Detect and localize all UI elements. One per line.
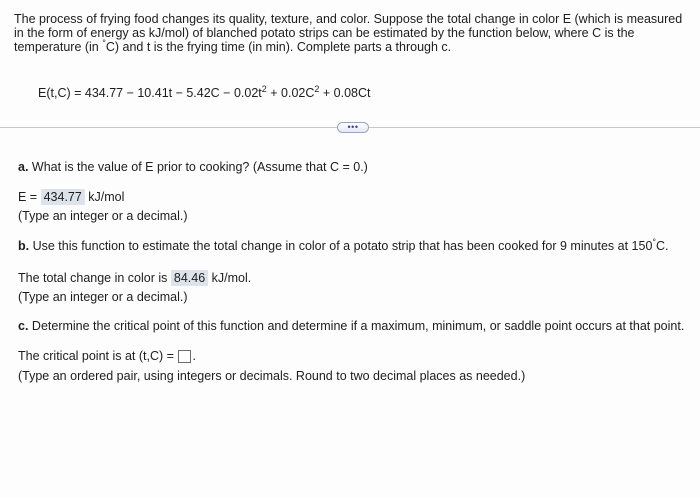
part-b-question-text: Use this function to estimate the total change in color of a potato strip that has been cooked for 9 minutes at 150 bbox=[29, 239, 653, 253]
part-a-hint: (Type an integer or a decimal.) bbox=[18, 209, 188, 223]
part-b-answer-prefix: The total change in color is bbox=[18, 271, 171, 285]
intro-line-3 bbox=[14, 40, 694, 54]
part-b-degree-symbol: ° bbox=[652, 237, 657, 247]
intro-line-3-start: temperature (in bbox=[14, 40, 103, 54]
part-b-answer-value[interactable]: 84.46 bbox=[171, 270, 208, 286]
part-c-label: c. bbox=[18, 319, 29, 333]
intro-line-2: in the form of energy as kJ/mol) of blanched potato strips can be estimated by the function below, where C is the bbox=[14, 26, 635, 40]
degree-symbol: ° bbox=[102, 38, 106, 48]
part-b-answer bbox=[18, 270, 251, 286]
part-a-question bbox=[18, 160, 368, 174]
intro-line-3-end: C) and t is the frying time (in min). Complete parts a through c. bbox=[105, 40, 452, 54]
critical-point-input[interactable] bbox=[178, 350, 191, 363]
problem-intro bbox=[14, 12, 694, 54]
equation-exponent-1: 2 bbox=[261, 84, 267, 94]
part-a-answer-prefix: E = bbox=[18, 190, 41, 204]
part-a-answer-value[interactable]: 434.77 bbox=[41, 189, 85, 205]
part-b-hint: (Type an integer or a decimal.) bbox=[18, 290, 188, 304]
part-c-answer-suffix: . bbox=[192, 349, 196, 363]
part-c-question-text: Determine the critical point of this function and determine if a maximum, minimum, or saddle point occurs at that point. bbox=[28, 319, 685, 333]
part-a-answer bbox=[18, 189, 124, 205]
part-c-answer bbox=[18, 349, 196, 363]
part-a-answer-unit: kJ/mol bbox=[84, 190, 125, 204]
color-change-equation bbox=[38, 86, 370, 100]
expand-more-button[interactable]: ••• bbox=[337, 122, 369, 133]
part-b-question-end: C. bbox=[656, 239, 669, 253]
part-c-question bbox=[18, 319, 684, 333]
equation-exponent-2: 2 bbox=[314, 84, 320, 94]
part-b-label: b. bbox=[18, 239, 30, 253]
part-c-answer-prefix: The critical point is at (t,C) = bbox=[18, 349, 178, 363]
equation-part-3: + 0.08Ct bbox=[319, 86, 371, 100]
equation-part-1: E(t,C) = 434.77 − 10.41t − 5.42C − 0.02t bbox=[38, 86, 262, 100]
part-c-hint: (Type an ordered pair, using integers or decimals. Round to two decimal places as needed.) bbox=[18, 369, 526, 383]
equation-part-2: + 0.02C bbox=[266, 86, 315, 100]
part-a-question-text: What is the value of E prior to cooking? (Assume that C = 0.) bbox=[28, 160, 368, 174]
part-a-label: a. bbox=[18, 160, 29, 174]
intro-line-1: The process of frying food changes its quality, texture, and color. Suppose the total change in color E (which is measured bbox=[14, 12, 683, 26]
part-b-question bbox=[18, 239, 669, 253]
part-b-answer-unit: kJ/mol. bbox=[208, 271, 252, 285]
